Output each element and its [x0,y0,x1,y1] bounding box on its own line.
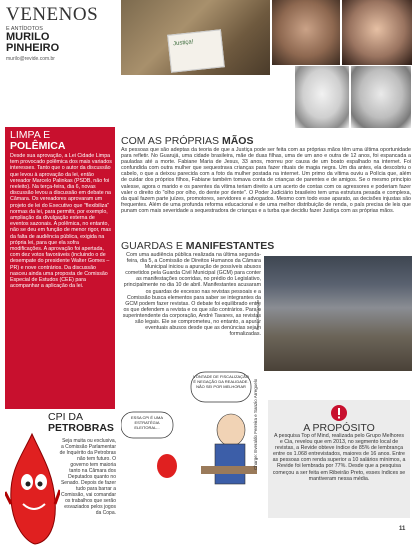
cpi-title-line2: PETROBRAS [48,422,114,434]
limpa-title [10,130,112,151]
limpa-title-line2: POLÊMICA [10,139,66,152]
author-last-name: PINHEIRO [6,42,60,54]
maos-body: As pessoas que são adeptas da teoria de que a Justiça pode ser feita com as próprias mãos têm uma última oportunidade para refletir. No Guarujá, uma cidade brasileira, mãe de duas filhas, uma de um ano e outra de 12 anos, foi espancada a pauladas até a morte. Fabiane Maria de Jesus, 33 anos, morreu por causa de um boato espalhado na internet. Foi confundida com outra mulher que sequestrava crianças para fazer rituais de magia negra. Um dia antes, ela descobriu o cabelo, o que a deixou parecida com a foto da mulher postada na internet. Um primo da vítima ouviu a Polícia que, além de cuidar dos próprios filhos, Fabiane também tomava conta de crianças de parentes e de amigos. Se o mesmo princípio valesse, agora o marido e os parentes da vítima teriam direito a um acerto de contas com os agressores e poderiam fazer valer o direito do "olho por olho, do dente por dente". O Poder Judiciário brasileiro tem uma estrutura pesada e complexa, da qual fazem parte juízes, promotores, servidores e advogados. Mesmo com todo esse aparato, as decisões injustas são frequentes. Além de uma profunda reforma educacional e de uma melhor distribuição de renda, o país precisa de leis que punam com mais severidade a sequestradora de crianças e a turba que decidiu fazer Justiça com as próprias mãos. [121,147,411,214]
petrobras-mascot-illustration [5,430,60,547]
limpa-body: Desde sua aprovação, a Lei Cidade Limpa tem provocado polêmica dos mais variados interesses. Tanto que o autor da discussão que levou à aprovação da lei, então vereador Marcelo Palinkas (PSDB, não foi reeleito). Na terça-feira, dia 6, novas discussão levou a discussão em debate na Câmara. Os vereadores aprovaram um projeto de lei do Executivo que "flexibiliza" normas da lei, para permitir, por exemplo, ampliação da divulgação externa de eventos sazonais. A polêmica, no entanto, não se deu em função de menor rigor, mas da falta de audiência pública, exigida na própria lei, para que ela sofra modificações. A aprovação foi apertada, com dez votos favoráveis (incluindo o de desempate do presidente Walter Gomes – PR) e nove contrários. Da discussão nasceu ainda uma proposta de Comissão Especial de Estudos (CEE) para acompanhar a aplicação da lei. [10,153,112,290]
cartoon [121,368,261,498]
sketch-portrait-2 [351,66,411,128]
proposito-body: A pesquisa Top of Mind, realizada pelo Grupo Melhores e Cia, revelou que em 2013, no segmento local de revistas, a Revide obteve índice de 85% de lembrança entre os 1.068 entrevistados, maiores de 16 anos. Entre as pessoas com renda superior a 10 salários mínimos, a Revide foi lembrada por 77%. Desde que a pesquisa começou a ser feita em Ribeirão Preto, esses índices se mantiveram nessa média. [272,433,406,482]
guardas-title: GUARDAS E MANIFESTANTES [121,240,275,252]
guardas-body: Com uma audiência pública realizada na última segunda-feira, dia 5, a Comissão de Direitos Humanos da Câmara Municipal iniciou a apuração de possíveis abusos cometidos pela Guarda Civil Municipal (GCM) para conter as manifestações ocorridas, no prédio do Legislativo, principalmente no dia 10 de abril. Manifestantes acusaram os guardas de excesso nas revistas pessoais e a Comissão busca elementos para saber se integrantes da GCM podem fazer revistas. O debate foi equilibrado entre os que defendem a revista e os que são contrários. Para o superintendente da corporação, André Tavares, as revistas são legais. Ele se comprometeu, no entanto, a apurar eventuais abusos desde que as denúncias sejam formalizadas. [122,252,261,338]
alert-icon [331,405,347,421]
cartoon-bubble-2: ESSA CPI É UMA ESTRATÉGIA ELEITORAL... [130,415,163,430]
left-column [0,0,118,547]
cartoon-credit: Charge: Everaldo Ferreira e Sanzio Arreguelo [253,378,258,470]
proposito-title: A PROPÓSITO [303,422,375,434]
author-email: murilo@revide.com.br [6,56,55,62]
cpi-body: Seja muita ou exclusiva, a Comissão Parlamentar de Inquérito da Petrobras não tem futuro. O governo tem maioria tanto na Câmara dos Deputados quanto no Senado. Depois de fazer tudo para barrar a Comissão, vai comandar os trabalhos que serão esvaziados pelos jogos da Copa. [59,438,116,516]
author-name [6,32,59,54]
column-subtitle: E ANTÍDOTOS [6,26,43,32]
proposito-box [268,400,410,518]
author-first-name: MURILO [6,31,50,43]
protest-photo [121,0,270,75]
limpa-title-line1: LIMPA E [10,129,51,141]
suspect-portrait [342,0,412,65]
maos-title: COM AS PRÓPRIAS MÃOS [121,135,254,147]
victim-portrait [272,0,340,65]
cpi-title [48,412,114,434]
photo-credit: Foto: Divulgação [255,299,260,330]
cpi-title-line1: CPI DA [48,411,84,423]
limpa-box [5,127,115,409]
protest-sign: Justiça! [167,29,225,72]
meeting-photo [264,256,412,371]
cartoon-bubble-1: VONTADE DE FISCALIZAÇÃO É NEGAÇÃO DA REALIDADE. NÃO SEI POR MELHORAR [193,374,249,389]
sketch-portrait-1 [295,66,349,128]
page-number: 11 [399,526,406,532]
column-title: VENENOS [6,4,99,25]
